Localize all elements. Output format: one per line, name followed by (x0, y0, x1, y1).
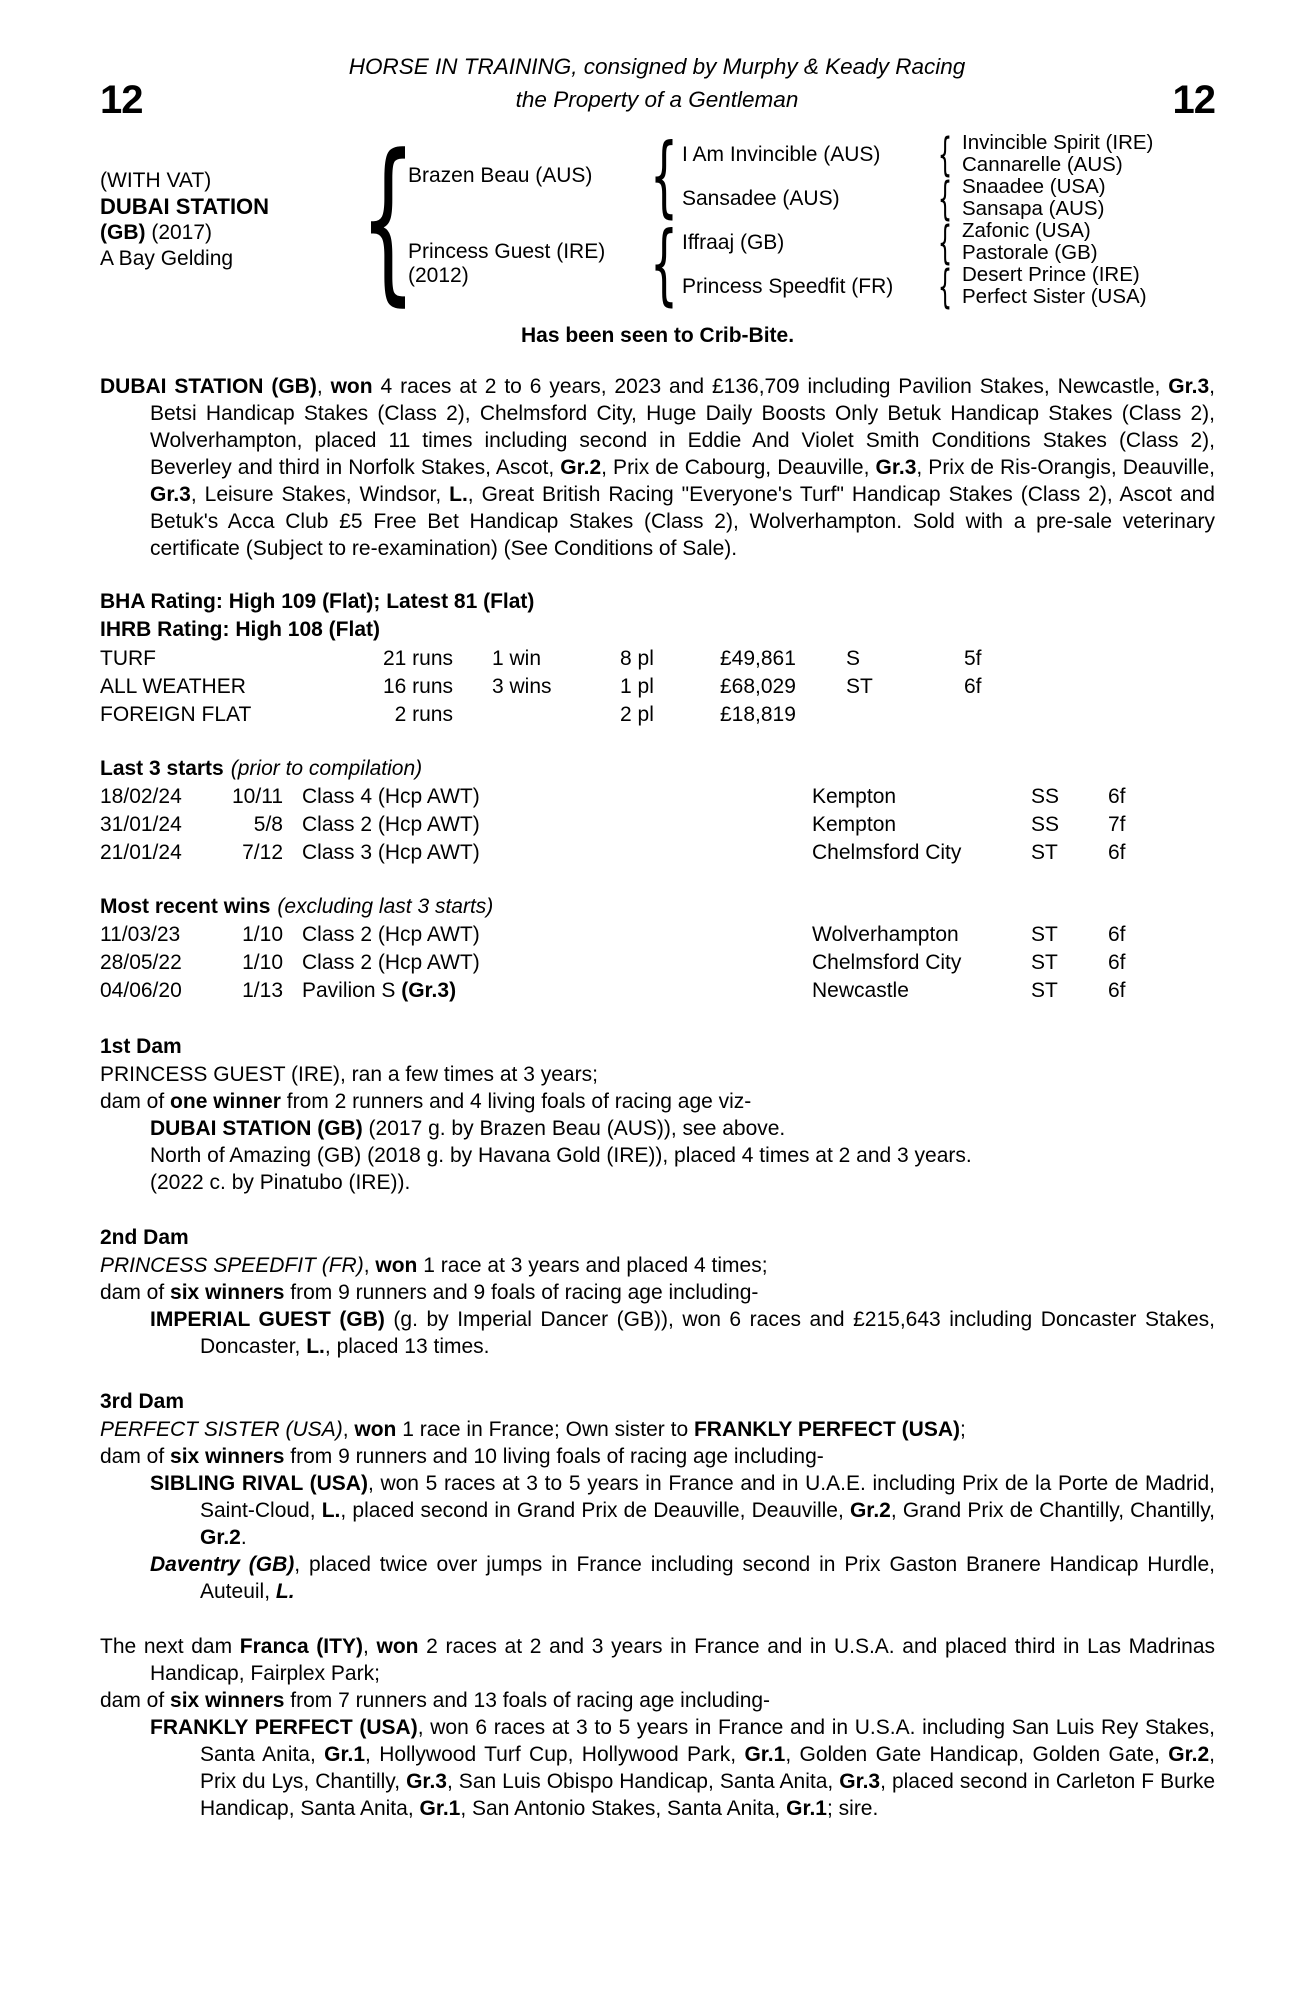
wins-cell: 1 win (492, 647, 542, 670)
third-dam-section (100, 1388, 1215, 1605)
race-cell: Class 2 (Hcp AWT) (302, 951, 480, 974)
course-cell: Chelmsford City (812, 951, 962, 974)
going-cell: ST (1031, 923, 1058, 946)
race-cell: Class 3 (Hcp AWT) (302, 841, 480, 864)
course-cell: Kempton (812, 813, 897, 836)
places-cell: 8 pl (620, 647, 654, 670)
going-cell: ST (1031, 951, 1058, 974)
dam-dam-name: Princess Speedfit (FR) (682, 274, 894, 298)
dam-dam-group (682, 259, 1215, 313)
earnings-cell: £49,861 (720, 647, 796, 670)
race-cell: Pavilion S (Gr.3) (302, 979, 457, 1002)
distance-cell: 6f (1108, 841, 1126, 864)
bha-rating: BHA Rating: High 109 (Flat); Latest 81 (Flat) (100, 590, 535, 613)
wins-cell (453, 701, 620, 729)
dam-line: dam of six winners from 7 runners and 13 foals of racing age including- (100, 1689, 771, 1712)
course-cell: Kempton (812, 785, 897, 808)
lot-number-left: 12 (100, 78, 143, 122)
great-grandsire-name: Desert Prince (IRE) (962, 263, 1140, 286)
distance-cell: 6f (1108, 979, 1126, 1002)
position-cell: 1/10 (242, 951, 283, 974)
table-row (100, 977, 1215, 1005)
dam-name: Princess Guest (IRE) (2012) (408, 240, 646, 288)
ratings-block (100, 588, 1215, 644)
distance-cell: 6f (964, 675, 982, 698)
great-granddam-name: Cannarelle (AUS) (962, 153, 1123, 176)
page-header (0, 0, 1314, 122)
sire-sire-group (682, 127, 1215, 181)
second-dam-section (100, 1224, 1215, 1360)
surface-cell: FOREIGN FLAT (100, 703, 252, 726)
table-row (100, 701, 1215, 729)
progeny-entry: North of Amazing (GB) (2018 g. by Havana Gold (IRE)), placed 4 times at 2 and 3 years. (150, 1144, 972, 1167)
great-grandsire-name: Invincible Spirit (IRE) (962, 131, 1154, 154)
progeny-entry: IMPERIAL GUEST (GB) (g. by Imperial Dancer (GB)), won 6 races and £215,643 including Doncaster Stakes, Doncaster, L., placed 13 times. (150, 1308, 1215, 1358)
distance-cell: 6f (1108, 785, 1126, 808)
pedigree-generations (408, 124, 1215, 315)
dam-line: The next dam Franca (ITY), won 2 races at 2 and 3 years in France and in U.S.A. and placed third in Las Madrinas Handicap, Fairplex Park; (100, 1635, 1216, 1685)
section-heading: 1st Dam (100, 1035, 182, 1058)
dam-line: dam of six winners from 9 runners and 9 foals of racing age including- (100, 1281, 759, 1304)
progeny-entry: FRANKLY PERFECT (USA), won 6 races at 3 to 5 years in France and in U.S.A. including San Luis Rey Stakes, Santa Anita, Gr.1, Hollywood Turf Cup, Hollywood Park, Gr.1, Golden Gate Handicap, Golden Gate, Gr.2, Prix du Lys, Chantilly, Gr.3, San Luis Obispo Handicap, Santa Anita, Gr.3, placed second in Carleton F Burke Handicap, Santa Anita, Gr.1, San Antonio Stakes, Santa Anita, Gr.1; sire. (150, 1716, 1215, 1820)
dam-line: PERFECT SISTER (USA), won 1 race in France; Own sister to FRANKLY PERFECT (USA); (100, 1418, 966, 1441)
date-cell: 11/03/23 (100, 923, 181, 946)
section-subtitle: (prior to compilation) (230, 757, 423, 780)
table-row (100, 673, 1215, 701)
places-cell: 1 pl (620, 675, 654, 698)
dam-line: PRINCESS SPEEDFIT (FR), won 1 race at 3 years and placed 4 times; (100, 1254, 768, 1277)
going-cell: ST (1031, 841, 1058, 864)
progeny-entry: (2022 c. by Pinatubo (IRE)). (150, 1171, 411, 1194)
subject-suffix-year: (GB) (2017) (100, 221, 213, 244)
sire-name: Brazen Beau (AUS) (408, 164, 593, 187)
most-recent-wins-heading (100, 893, 1215, 921)
date-cell: 21/01/24 (100, 841, 182, 864)
sire-dam-name: Sansadee (AUS) (682, 186, 840, 210)
places-cell: 2 pl (620, 703, 654, 726)
pedigree-brace-icon: { (937, 259, 953, 313)
runs-cell: 21 runs (382, 647, 453, 670)
property-line: the Property of a Gentleman (515, 87, 799, 112)
distance-cell: 7f (1108, 813, 1126, 836)
table-row (100, 645, 1215, 673)
distance-cell: 6f (1108, 923, 1126, 946)
date-cell: 04/06/20 (100, 979, 182, 1002)
pedigree-brace-icon: { (650, 124, 678, 227)
great-granddam-name: Sansapa (AUS) (962, 197, 1105, 220)
going-cell: ST (846, 675, 873, 698)
section-subtitle: (excluding last 3 starts) (277, 895, 494, 918)
dam-line: dam of six winners from 9 runners and 10 living foals of racing age including- (100, 1445, 824, 1468)
most-recent-wins-table (100, 921, 1215, 1005)
going-cell: SS (1031, 785, 1060, 808)
section-title: Last 3 starts (100, 757, 224, 780)
earnings-cell: £68,029 (720, 675, 796, 698)
date-cell: 31/01/24 (100, 813, 182, 836)
progeny-entry: DUBAI STATION (GB) (2017 g. by Brazen Beau (AUS)), see above. (150, 1117, 786, 1140)
position-cell: 5/8 (253, 813, 283, 836)
first-dam-section (100, 1033, 1215, 1196)
position-cell: 1/10 (242, 923, 283, 946)
distance-cell (964, 701, 1215, 729)
position-cell: 7/12 (242, 841, 283, 864)
dam-sire-group (682, 215, 1215, 269)
vat-note: (WITH VAT) (100, 169, 212, 192)
consignor-line: HORSE IN TRAINING, consigned by Murphy & Keady Racing (348, 54, 966, 79)
sire-group (408, 124, 1215, 227)
dam-year: (2012) (408, 264, 469, 287)
section-title: Most recent wins (100, 895, 271, 918)
surface-cell: ALL WEATHER (100, 675, 246, 698)
sire-sire-name: I Am Invincible (AUS) (682, 142, 881, 166)
pedigree-brace-icon: { (360, 117, 416, 322)
table-row (100, 949, 1215, 977)
great-grandsire-name: Zafonic (USA) (962, 219, 1091, 242)
crib-bite-notice: Has been seen to Crib-Bite. (520, 324, 795, 347)
table-row (100, 783, 1215, 811)
sire-dam-group (682, 171, 1215, 225)
record-summary-table (100, 645, 1215, 729)
table-row (100, 921, 1215, 949)
wins-cell: 3 wins (492, 675, 552, 698)
distance-cell: 6f (1108, 951, 1126, 974)
last-3-starts-table (100, 783, 1215, 867)
pedigree-table (100, 117, 1215, 322)
race-record-paragraph: DUBAI STATION (GB), won 4 races at 2 to 6 years, 2023 and £136,709 including Pavilion Stakes, Newcastle, Gr.3, Betsi Handicap Stakes (Class 2), Chelmsford City, Huge Daily Boosts Only Betuk Handicap Stakes (Class 2), Wolverhampton, placed 11 times including second in Eddie And Violet Smith Conditions Stakes (Class 2), Beverley and third in Norfolk Stakes, Ascot, Gr.2, Prix de Cabourg, Deauville, Gr.3, Prix de Ris-Orangis, Deauville, Gr.3, Leisure Stakes, Windsor, L., Great British Racing "Everyone's Turf" Handicap Stakes (Class 2), Ascot and Betuk's Acca Club £5 Free Bet Handicap Stakes (Class 2), Wolverhampton. Sold with a pre-sale veterinary certificate (Subject to re-examination) (See Conditions of Sale). (100, 375, 1216, 560)
table-row (100, 839, 1215, 867)
subject-name: DUBAI STATION (100, 194, 270, 219)
dam-group (408, 212, 1215, 315)
race-cell: Class 2 (Hcp AWT) (302, 813, 480, 836)
section-heading: 3rd Dam (100, 1390, 185, 1413)
lot-number-right: 12 (1172, 78, 1215, 122)
earnings-cell: £18,819 (720, 703, 796, 726)
next-dam-section (100, 1633, 1215, 1822)
dam-line: dam of one winner from 2 runners and 4 living foals of racing age viz- (100, 1090, 752, 1113)
progeny-entry: Daventry (GB), placed twice over jumps in France including second in Prix Gaston Branere Handicap Hurdle, Auteuil, L. (150, 1553, 1215, 1603)
ihrb-rating: IHRB Rating: High 108 (Flat) (100, 618, 381, 641)
runs-cell: 2 runs (394, 703, 453, 726)
position-cell: 1/13 (242, 979, 283, 1002)
table-row (100, 811, 1215, 839)
great-granddam-name: Pastorale (GB) (962, 241, 1098, 264)
surface-cell: TURF (100, 647, 156, 670)
runs-cell: 16 runs (382, 675, 453, 698)
dam-sire-name: Iffraaj (GB) (682, 230, 785, 254)
pedigree-brace-icon: { (937, 127, 953, 181)
distance-cell: 5f (964, 647, 982, 670)
pedigree-brace-icon: { (650, 212, 678, 315)
going-cell (846, 701, 964, 729)
course-cell: Chelmsford City (812, 841, 962, 864)
subject-description: A Bay Gelding (100, 247, 234, 270)
date-cell: 28/05/22 (100, 951, 182, 974)
race-cell: Class 2 (Hcp AWT) (302, 923, 480, 946)
course-cell: Wolverhampton (812, 923, 959, 946)
course-cell: Newcastle (812, 979, 909, 1002)
last-3-starts-heading (100, 755, 1215, 783)
pedigree-brace-icon: { (937, 215, 953, 269)
great-granddam-name: Perfect Sister (USA) (962, 285, 1147, 308)
page-content (0, 117, 1314, 1822)
going-cell: SS (1031, 813, 1060, 836)
position-cell: 10/11 (232, 785, 283, 808)
race-cell: Class 4 (Hcp AWT) (302, 785, 480, 808)
date-cell: 18/02/24 (100, 785, 182, 808)
dam-line: PRINCESS GUEST (IRE), ran a few times at 3 years; (100, 1063, 598, 1086)
pedigree-brace-icon: { (937, 171, 953, 225)
section-heading: 2nd Dam (100, 1226, 189, 1249)
subject-block (100, 168, 368, 272)
going-cell: S (846, 647, 861, 670)
going-cell: ST (1031, 979, 1058, 1002)
great-grandsire-name: Snaadee (USA) (962, 175, 1106, 198)
progeny-entry: SIBLING RIVAL (USA), won 5 races at 3 to 5 years in France and in U.A.E. including Prix de la Porte de Madrid, Saint-Cloud, L., placed second in Grand Prix de Deauville, Deauville, Gr.2, Grand Prix de Chantilly, Chantilly, Gr.2. (150, 1472, 1215, 1549)
